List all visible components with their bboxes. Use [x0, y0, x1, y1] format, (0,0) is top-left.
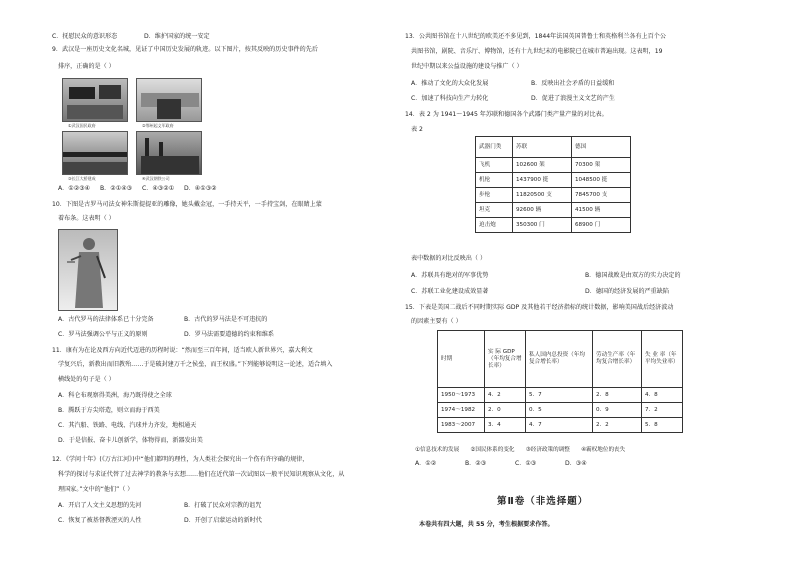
- table-cell: 5．8: [642, 418, 683, 433]
- q9-photo-3: [62, 131, 128, 175]
- q9-caption-3: ③长江大桥建成: [68, 176, 96, 181]
- table-cell: 102600 架: [513, 158, 572, 173]
- q11-line-3: 横线处的句子是（ ）: [58, 376, 115, 383]
- q14-option-c: C．苏联工业化建设成效显著: [411, 288, 489, 295]
- q15-gdp-table: [437, 330, 683, 433]
- table-header-cell: 劳动生产率（年均复合增长率）: [593, 331, 642, 388]
- q9-photo-4: [136, 131, 202, 175]
- q10-option-a: A．古代罗马的法律体系已十分完备: [58, 316, 154, 323]
- table-header-row: [438, 331, 683, 388]
- justitia-statue-image: [58, 229, 118, 311]
- q9-line-1: 9．武汉是一座历史文化名城，见证了中国历史发展的轨迹。以下图片，按其反映的历史事件的先后: [52, 46, 318, 53]
- q11-option-a: A．科仑布观察得美洲，海乃既得使之全球: [58, 392, 172, 399]
- q10-option-b: B．古代的罗马法是不可违抗的: [184, 316, 268, 323]
- q9-photo-1: [62, 78, 128, 122]
- table-cell: 4．8: [642, 388, 683, 403]
- q12-option-d: D．开创了启蒙运动的新时代: [184, 517, 262, 524]
- table-cell: 3．4: [485, 418, 526, 433]
- q9-option-b: B．②①④③: [100, 185, 133, 192]
- q14-option-b: B．德国战败是由双方的实力决定的: [585, 272, 681, 279]
- section-title: 第Ⅱ卷（非选择题）: [497, 496, 589, 507]
- q12-line-2: 科学的探讨与求证代替了过去神学的教条与玄想……他们在近代第一次试图以一般平民知识观察从文化，从: [58, 471, 345, 478]
- q14-line-1: 14．表 2 为 1941～1945 年苏联和德国各个武器门类产量产量的对比表。: [405, 111, 608, 118]
- q10-line-2: 着布条。这表明（ ）: [58, 215, 115, 222]
- table-row: [476, 188, 631, 203]
- q9-caption-2: ②鄂州起义军政府: [142, 123, 174, 128]
- q15-option-a: A．①②: [415, 460, 437, 467]
- q10-option-c: C．罗马法强调公平与正义的原则: [58, 331, 148, 338]
- q9-option-c: C．④③②①: [142, 185, 175, 192]
- q9-option-d: D．④①③②: [184, 185, 217, 192]
- table-row: [476, 203, 631, 218]
- q9-line-2: 排序，正确的是（ ）: [58, 63, 115, 70]
- q14-option-d: D．德国的经济发展的严重缺陷: [585, 288, 669, 295]
- q13-line-3: 世纪中期以来公益设施的建设与推广（ ）: [411, 63, 523, 70]
- q14-table-label: 表 2: [411, 126, 423, 133]
- photo-factory: [141, 156, 199, 174]
- table-header-cell: 德国: [572, 137, 631, 158]
- statue-figure: [59, 230, 117, 310]
- table-cell: 坦克: [476, 203, 513, 218]
- table-cell: 92600 辆: [513, 203, 572, 218]
- table-cell: 迫击炮: [476, 218, 513, 233]
- table-header-row: [476, 137, 631, 158]
- table-cell: 68900 门: [572, 218, 631, 233]
- q14-after-text: 表中数据的对比反映出（ ）: [411, 255, 487, 262]
- table-header-cell: 武器门类: [476, 137, 513, 158]
- photo-crowd: [157, 99, 181, 119]
- table-row: [476, 173, 631, 188]
- q13-option-c: C．加速了科技向生产力转化: [411, 95, 489, 102]
- q15-after-text: ①信息技术的发展 ②国民体系的变化 ③经济政策的调整 ④霸权地位的丧失: [415, 447, 626, 453]
- table-cell: 41500 辆: [572, 203, 631, 218]
- q14-weapons-table: [475, 136, 631, 233]
- table-cell: 2．8: [593, 388, 642, 403]
- table-header-cell: 私人国内总投资（年均复合增长率）: [526, 331, 593, 388]
- q11-line-1: 11．康有为在论及西方向近代迈进的历程时说：“然而至三百年间，适当欧人新世界兴，嘉大利文: [52, 347, 313, 354]
- table-cell: 4．7: [526, 418, 593, 433]
- table-cell: 1437900 挺: [513, 173, 572, 188]
- q13-line-2: 共图书馆，剧院、音乐厅、博物馆，还有十九世纪末的电影院已在城市普遍出现。这表明，19: [411, 48, 663, 55]
- q13-option-d: D．促进了浪漫主义文艺的产生: [531, 95, 615, 102]
- q13-option-a: A．推动了文化的大众化发展: [411, 80, 489, 87]
- table-cell: 4．2: [485, 388, 526, 403]
- q12-option-b: B．打破了民众对宗教的诅咒: [184, 502, 262, 509]
- table-header-cell: 时期: [438, 331, 485, 388]
- table-cell: 机枪: [476, 173, 513, 188]
- q9-photo-2: [136, 78, 202, 122]
- table-row: [476, 158, 631, 173]
- q15-option-c: C．①③: [515, 460, 537, 467]
- q11-option-c: C．其汽船、铁路、电线、汽球并力齐发，地相通天: [58, 422, 197, 429]
- table-row: [438, 388, 683, 403]
- table-cell: 步枪: [476, 188, 513, 203]
- q9-caption-1: ①武汉国民政府: [68, 123, 96, 128]
- q10-line-1: 10．下图是古罗马司法女神朱斯提提亚的雕像，她头戴金冠，一手持天平，一手持宝剑，在眼睛上蒙: [52, 201, 322, 208]
- table-header-cell: 实 际 GDP（年均复合增长率）: [485, 331, 526, 388]
- q11-line-2: 学复兴后，新教出而旧教殆……于是破封建万千之侯垒，而王权盛。”下列能够说明这一论述，适合填入: [58, 361, 333, 368]
- q11-option-d: D．于是信报、奋卡儿创新学，体物得而，新器发出美: [58, 437, 203, 444]
- q8-option-d: D．维护国家的统一安定: [144, 33, 210, 40]
- table-cell: 1048500 挺: [572, 173, 631, 188]
- photo-bridge: [63, 152, 128, 157]
- table-cell: 1974～1982: [438, 403, 485, 418]
- q13-line-1: 13．公共图书馆在十八世纪的欧美还不多见到，1844年法国英国普鲁士和英格利兰各有上百个公: [405, 33, 666, 40]
- q15-option-d: D．③④: [565, 460, 587, 467]
- section-note: 本卷共有四大题，共 55 分，考生根据要求作答。: [419, 521, 554, 528]
- q14-option-a: A．苏联具有绝对的军事优势: [411, 272, 489, 279]
- q8-option-c: C．抚慰民众的意识形态: [52, 33, 118, 40]
- q12-line-1: 12．《学问十年》(《万古江河》)中“他们都明的理性，为人类社会探究出一个伤有许序确的规律，: [52, 456, 309, 463]
- table-cell: 7845700 支: [572, 188, 631, 203]
- q15-line-1: 15．下表是美国二战后不同时期实际 GDP 及其他若干经济指标的统计数据，影响美国战后经济波动: [405, 304, 674, 311]
- table-cell: 0．5: [526, 403, 593, 418]
- table-cell: 70300 架: [572, 158, 631, 173]
- q9-option-a: A．①②③④: [58, 185, 91, 192]
- table-cell: 2．2: [593, 418, 642, 433]
- table-cell: 2．0: [485, 403, 526, 418]
- q11-option-b: B．腾跃于方尖塔造，则立而海于西美: [58, 407, 160, 414]
- table-header-cell: 失 业 率（年平均失业率）: [642, 331, 683, 388]
- q10-option-d: D．罗马法需要道德的约束和维系: [184, 331, 275, 338]
- table-cell: 飞机: [476, 158, 513, 173]
- q12-line-3: 理国家。”文中的“他们”（ ）: [58, 486, 134, 493]
- table-row: [438, 418, 683, 433]
- q12-option-c: C．恢复了被基督教湮灭的人性: [58, 517, 142, 524]
- q15-option-b: B．②③: [465, 460, 487, 467]
- table-row: [438, 403, 683, 418]
- table-cell: 350300 门: [513, 218, 572, 233]
- table-cell: 11820500 支: [513, 188, 572, 203]
- photo-sign-2: [99, 85, 121, 99]
- photo-sign-1: [69, 87, 95, 99]
- table-header-cell: 苏联: [513, 137, 572, 158]
- photo-river: [63, 162, 128, 175]
- q9-caption-4: ④武汉钢铁公司: [142, 176, 170, 181]
- table-cell: 7．2: [642, 403, 683, 418]
- table-cell: 1983～2007: [438, 418, 485, 433]
- table-cell: 5．7: [526, 388, 593, 403]
- photo-building: [67, 105, 123, 119]
- table-cell: 1950～1973: [438, 388, 485, 403]
- q13-option-b: B．反映出社会矛盾的日益缓和: [531, 80, 615, 87]
- q12-option-a: A．开启了人文主义思想的先河: [58, 502, 142, 509]
- table-row: [476, 218, 631, 233]
- q15-line-2: 的因素主要有（ ）: [411, 318, 462, 325]
- table-cell: 0．9: [593, 403, 642, 418]
